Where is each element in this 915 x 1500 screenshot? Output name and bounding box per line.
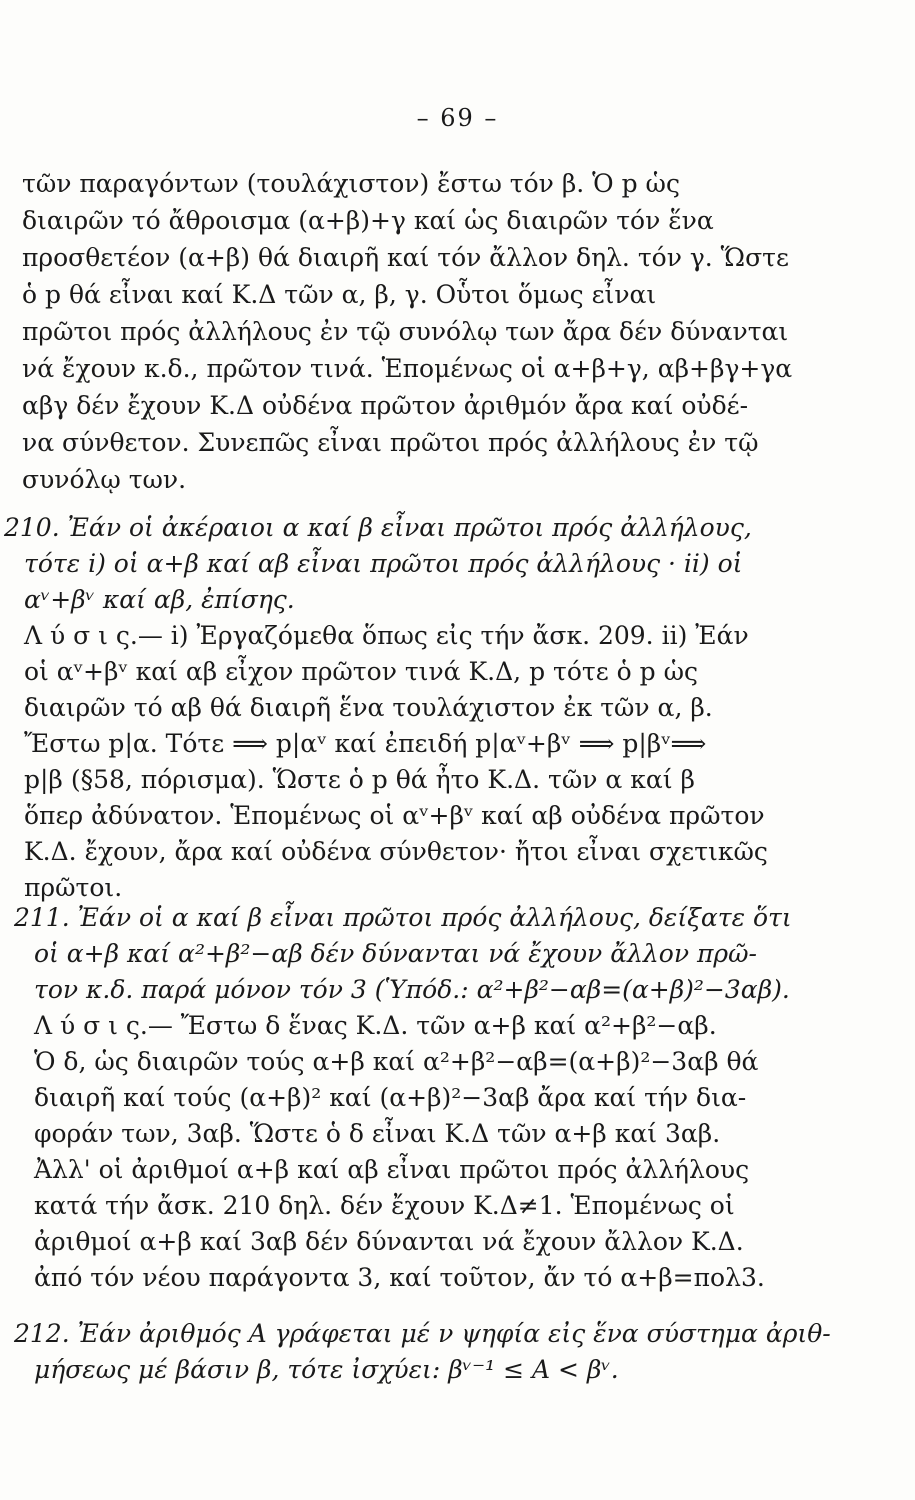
text-line: νά ἔχουν κ.δ., πρῶτον τινά. Ἑπομένως οἱ α+β+γ, αβ+βγ+γα: [22, 354, 793, 383]
text-line: να σύνθετον. Συνεπῶς εἶναι πρῶτοι πρός ἀλλήλους ἐν τῷ: [22, 428, 759, 457]
text-line: αβγ δέν ἔχουν Κ.Δ οὐδένα πρῶτον ἀριθμόν ἄρα καί οὐδέ-: [22, 391, 749, 420]
solution-line: ἀριθμοί α+β καί 3αβ δέν δύνανται νά ἔχουν ἄλλον Κ.Δ.: [34, 1227, 744, 1256]
exercise-statement-line: 212. Ἐάν ἀριθμός Α γράφεται μέ ν ψηφία εἰς ἕνα σύστημα ἀριθ-: [14, 1319, 831, 1348]
solution-line: Ἀλλ' οἱ ἀριθμοί α+β καί αβ εἶναι πρῶτοι πρός ἀλλήλους: [34, 1155, 750, 1184]
exercise-statement-line: τον κ.δ. παρά μόνον τόν 3 (Ὑπόδ.: α²+β²−αβ=(α+β)²−3αβ).: [34, 975, 790, 1004]
solution-line: ἀπό τόν νέου παράγοντα 3, καί τοῦτον, ἄν τό α+β=πολ3.: [34, 1263, 765, 1292]
solution-line: Λ ύ σ ι ς.— i) Ἐργαζόμεθα ὅπως εἰς τήν ἄσκ. 209. ii) Ἐάν: [24, 621, 749, 650]
solution-line: διαιρῆ καί τούς (α+β)² καί (α+β)²−3αβ ἄρα καί τήν δια-: [34, 1083, 747, 1112]
exercise-statement-line: 211. Ἐάν οἱ α καί β εἶναι πρῶτοι πρός ἀλλήλους, δείξατε ὅτι: [14, 903, 792, 932]
page-number: – 69 –: [416, 104, 499, 132]
solution-line: p|β (§58, πόρισμα). Ὥστε ὁ p θά ἦτο Κ.Δ. τῶν α καί β: [24, 765, 695, 794]
text-line: ὁ p θά εἶναι καί Κ.Δ τῶν α, β, γ. Οὗτοι ὅμως εἶναι: [22, 280, 657, 309]
exercise-statement-line: οἱ α+β καί α²+β²−αβ δέν δύνανται νά ἔχουν ἄλλον πρῶ-: [34, 939, 757, 968]
text-line: πρῶτοι πρός ἀλλήλους ἐν τῷ συνόλῳ των ἄρα δέν δύνανται: [22, 317, 789, 346]
solution-line: κατά τήν ἄσκ. 210 δηλ. δέν ἔχουν Κ.Δ≠1. Ἑπομένως οἱ: [34, 1191, 735, 1220]
text-line: προσθετέον (α+β) θά διαιρῆ καί τόν ἄλλον δηλ. τόν γ. Ὥστε: [22, 243, 789, 272]
solution-line: διαιρῶν τό αβ θά διαιρῆ ἕνα τουλάχιστον ἐκ τῶν α, β.: [24, 693, 713, 722]
text-line: διαιρῶν τό ἄθροισμα (α+β)+γ καί ὡς διαιρῶν τόν ἕνα: [22, 206, 714, 235]
solution-line: Λ ύ σ ι ς.— Ἔστω δ ἕνας Κ.Δ. τῶν α+β καί α²+β²−αβ.: [34, 1011, 717, 1040]
solution-line: φοράν των, 3αβ. Ὥστε ὁ δ εἶναι Κ.Δ τῶν α+β καί 3αβ.: [34, 1119, 721, 1148]
solution-line: ὅπερ ἀδύνατον. Ἑπομένως οἱ αᵛ+βᵛ καί αβ οὐδένα πρῶτον: [24, 801, 765, 830]
exercise-statement-line: 210. Ἐάν οἱ ἀκέραιοι α καί β εἶναι πρῶτοι πρός ἀλλήλους,: [4, 513, 752, 542]
solution-line: Ὁ δ, ὡς διαιρῶν τούς α+β καί α²+β²−αβ=(α+β)²−3αβ θά: [34, 1047, 759, 1076]
solution-line: πρῶτοι.: [24, 873, 123, 902]
solution-line: οἱ αᵛ+βᵛ καί αβ εἶχον πρῶτον τινά Κ.Δ, p τότε ὁ p ὡς: [24, 657, 698, 686]
solution-line: Κ.Δ. ἔχουν, ἄρα καί οὐδένα σύνθετον· ἤτοι εἶναι σχετικῶς: [24, 837, 768, 866]
exercise-statement-line: τότε i) οἱ α+β καί αβ εἶναι πρῶτοι πρός ἀλλήλους · ii) οἱ: [24, 549, 743, 578]
exercise-statement-line: αᵛ+βᵛ καί αβ, ἐπίσης.: [24, 585, 295, 614]
text-line: τῶν παραγόντων (τουλάχιστον) ἔστω τόν β. Ὁ p ὡς: [22, 169, 680, 198]
text-line: συνόλῳ των.: [22, 465, 187, 494]
solution-line: Ἔστω p|α. Τότε ⟹ p|αᵛ καί ἐπειδή p|αᵛ+βᵛ ⟹ p|βᵛ⟹: [24, 729, 707, 758]
exercise-statement-line: μήσεως μέ βάσιν β, τότε ἰσχύει: βᵛ⁻¹ ≤ Α < βᵛ.: [34, 1355, 619, 1384]
